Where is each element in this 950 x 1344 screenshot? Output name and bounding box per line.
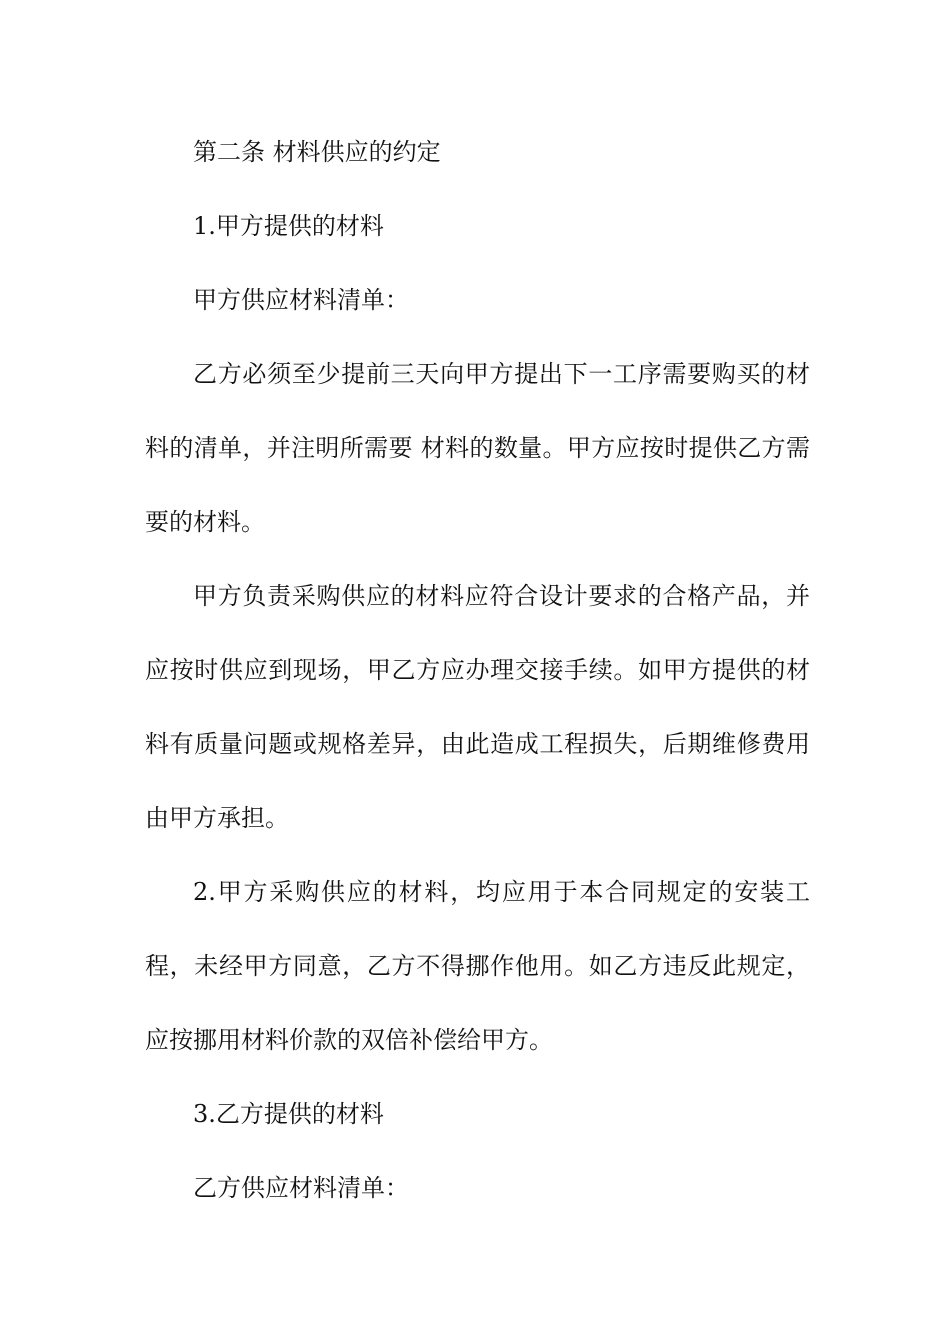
paragraph-material-request: 乙方必须至少提前三天向甲方提出下一工序需要购买的材料的清单，并注明所需要 材料的数量。甲方应按时提供乙方需要的材料。 bbox=[145, 360, 810, 536]
section-heading-party-b-materials: 3.乙方提供的材料 bbox=[193, 1100, 384, 1128]
document-body bbox=[145, 115, 810, 1225]
paragraph-party-a-responsibility: 甲方负责采购供应的材料应符合设计要求的合格产品，并应按时供应到现场，甲乙方应办理交接手续。如甲方提供的材料有质量问题或规格差异，由此造成工程损失，后期维修费用由甲方承担。 bbox=[145, 582, 810, 832]
party-b-materials-list-label: 乙方供应材料清单： bbox=[193, 1174, 409, 1202]
party-a-materials-list-label: 甲方供应材料清单： bbox=[193, 286, 409, 314]
article-heading: 第二条 材料供应的约定 bbox=[193, 138, 441, 166]
paragraph-material-usage: 2.甲方采购供应的材料，均应用于本合同规定的安装工程，未经甲方同意，乙方不得挪作他用。如乙方违反此规定，应按挪用材料价款的双倍补偿给甲方。 bbox=[145, 878, 810, 1054]
section-heading-party-a-materials: 1.甲方提供的材料 bbox=[193, 212, 384, 240]
